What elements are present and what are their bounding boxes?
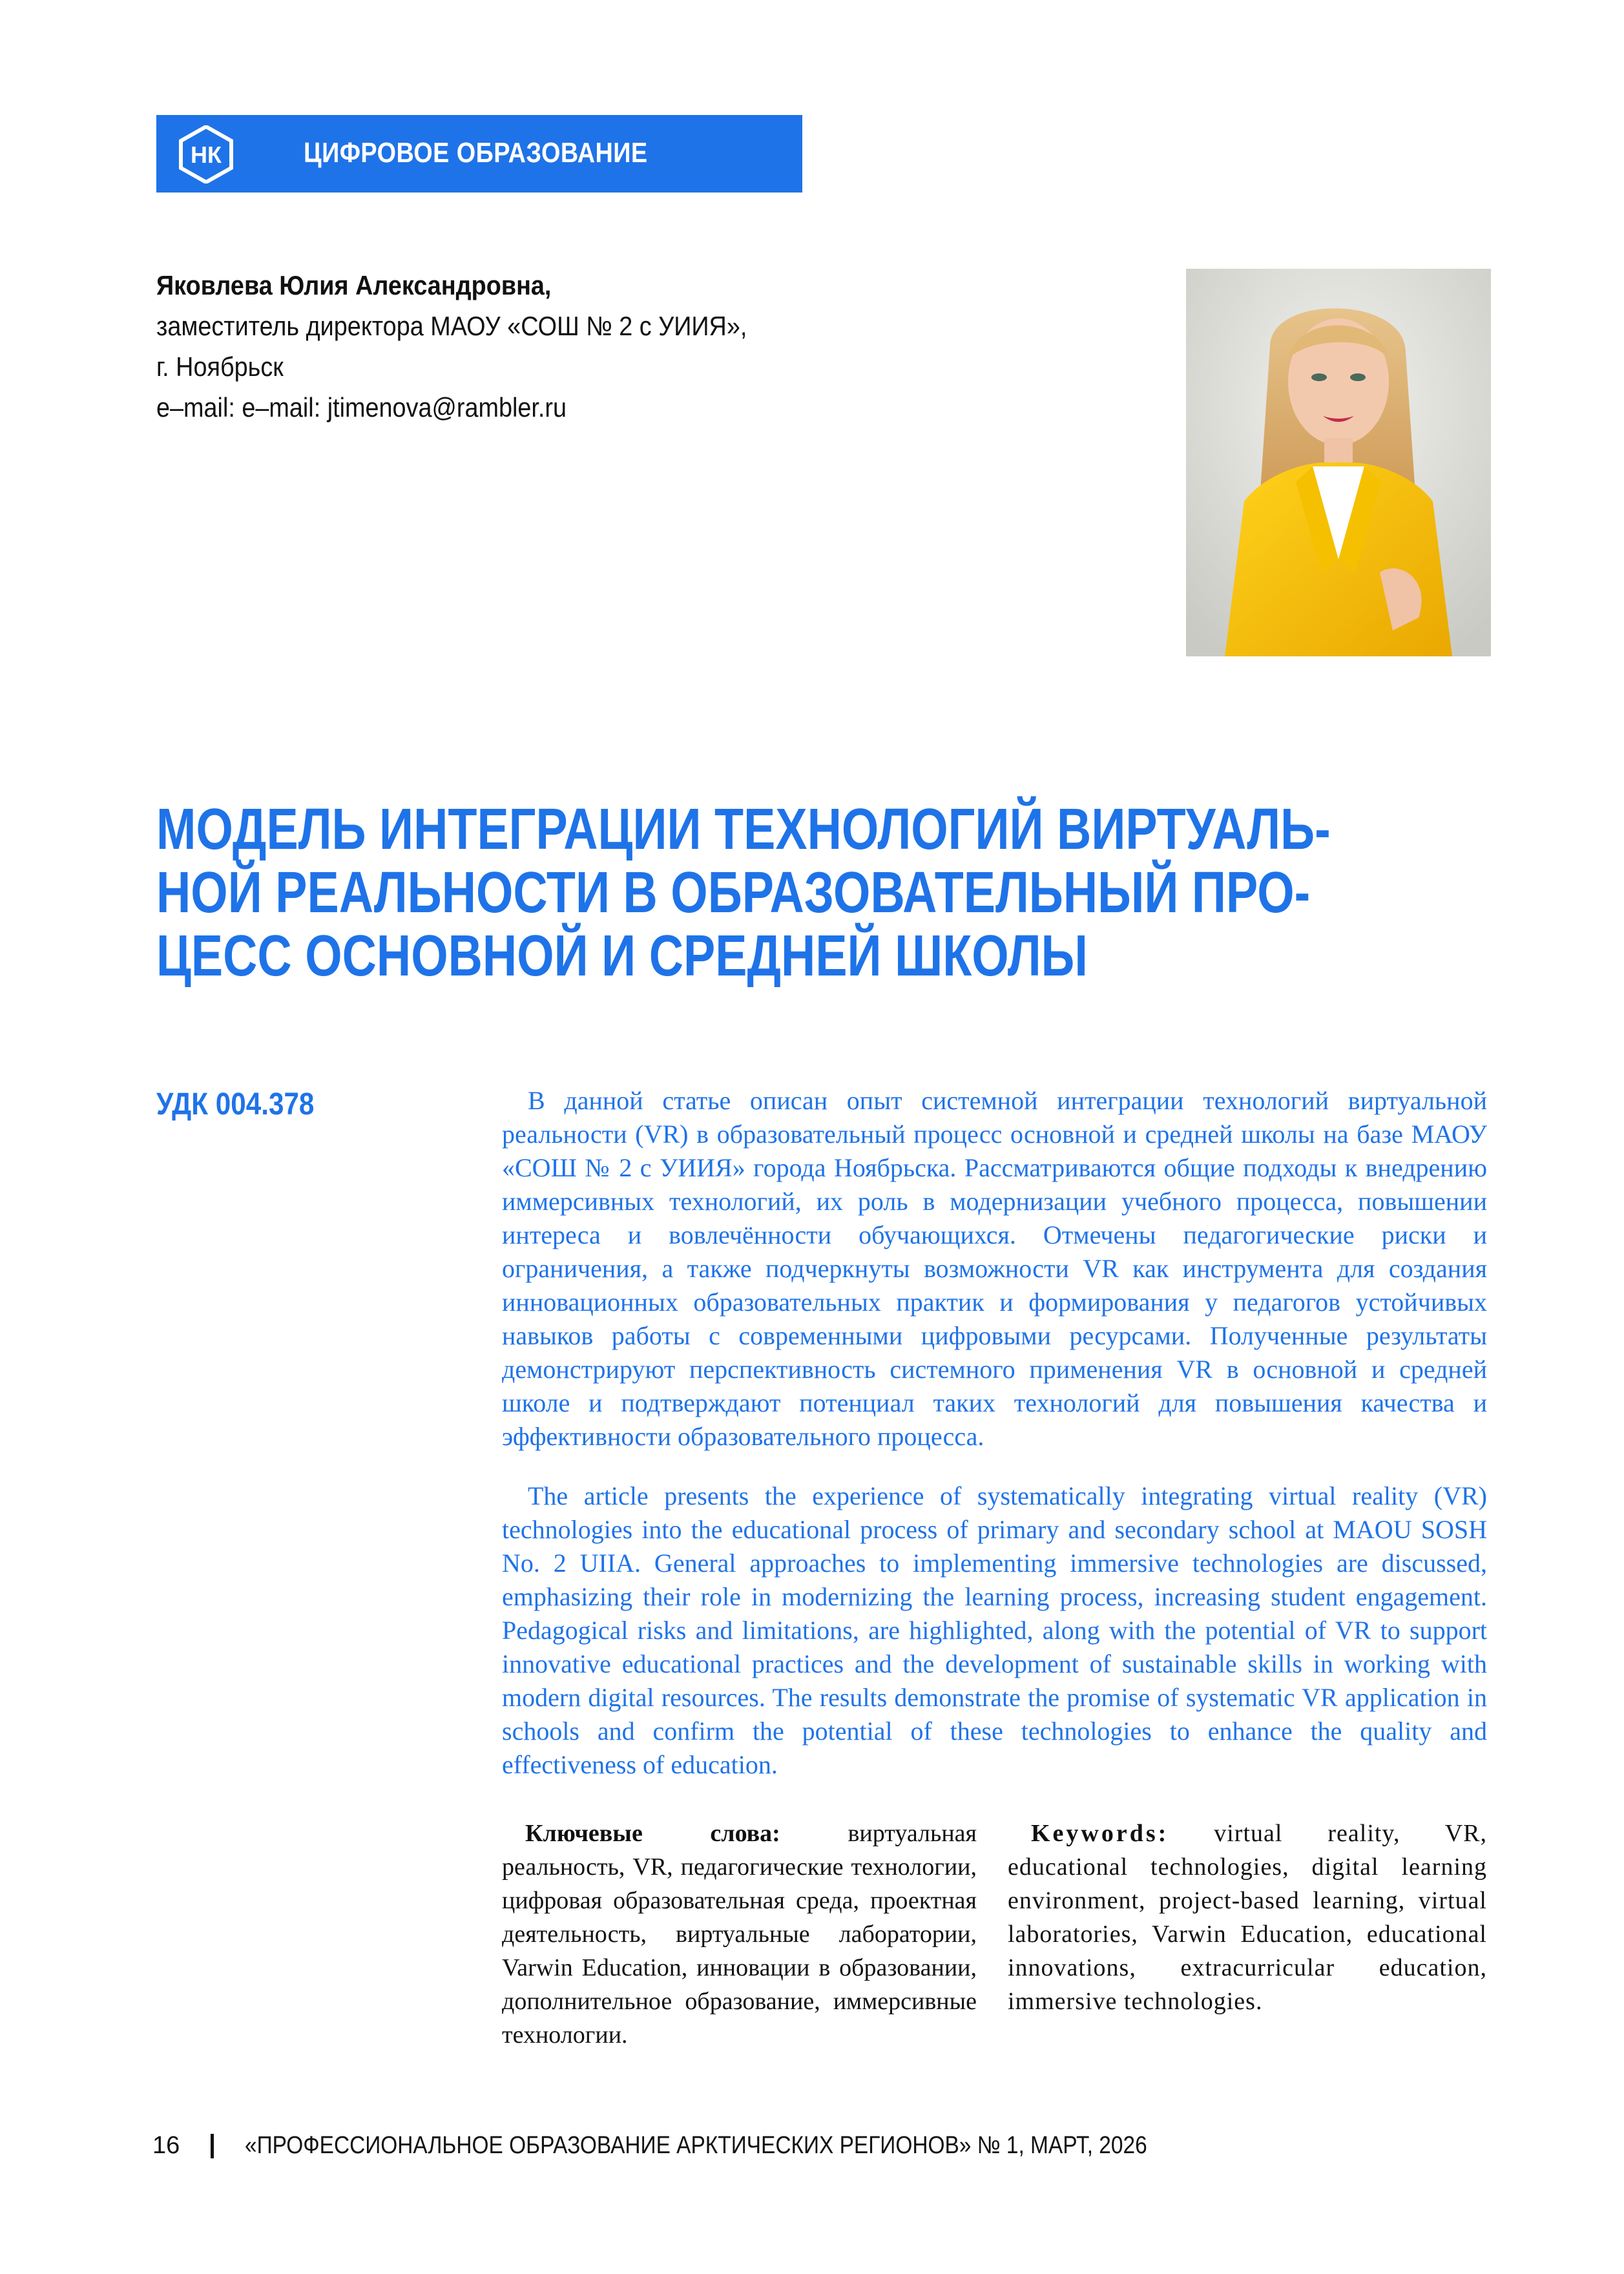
author-city: г. Ноябрьск	[156, 351, 284, 382]
keywords-ru-label: Ключевые слова:	[525, 1820, 780, 1847]
page-number: 16	[152, 2132, 180, 2159]
title-line: МОДЕЛЬ ИНТЕГРАЦИИ ТЕХНОЛОГИЙ ВИРТУАЛЬ-	[156, 797, 1331, 862]
abstract-english: The article presents the experience of systematically integrating virtual reality (VR) technologies into the educational process of primary and secondary school at MAOU SOSH No. 2 UIIA. General approaches to implementing immersive technologies are discussed, emphasizing their role in modernizing the learning process, increasing student engagement. Pedagogical risks and limitations, are highlighted, along with the potential of VR to support innovative educational practices and the development of sustainable skills in working with modern digital resources. The results demonstrate the promise of systematic VR application in schools and confirm the potential of these technologies to enhance the quality and effectiveness of education.	[502, 1481, 1487, 1779]
author-name: Яковлева Юлия Александровна,	[156, 270, 552, 300]
footer-divider	[211, 2134, 214, 2158]
author-block	[156, 265, 1125, 428]
keywords-ru-text: виртуальная реальность, VR, педагогические технологии, цифровая образовательная среда, проектная деятельность, виртуальные лаборатории, Varwin Education, инновации в образовании, дополнительное образование, иммерсивные технологии.	[502, 1820, 977, 2049]
title-line: НОЙ РЕАЛЬНОСТИ В ОБРАЗОВАТЕЛЬНЫЙ ПРО-	[156, 861, 1311, 925]
keywords-russian	[502, 1817, 977, 2052]
logo-text: НК	[191, 141, 222, 168]
udk-code: УДК 004.378	[156, 1087, 315, 1121]
author-photo	[1186, 269, 1491, 656]
abstract-russian: В данной статье описан опыт системной интеграции технологий виртуальной реальности (VR) в образовательный процесс основной и средней школы на базе МАОУ «СОШ № 2 с УИИЯ» города Ноябрьска. Рассматриваются общие подходы к внедрению иммерсивных технологий, их роль в модернизации учебного процесса, повышении интереса и вовлечённости обучающихся. Отмечены педагогические риски и ограничения, а также подчеркнуты возможности VR как инструмента для создания инновационных образовательных практик и формирования у педагогов устойчивых навыков работы с современными цифровыми ресурсами. Полученные результаты демонстрируют перспективность системного применения VR в основной и средней школе и подтверждают потенциал таких технологий для повышения качества и эффективности образовательного процесса.	[502, 1086, 1487, 1451]
keywords-en-label: Keywords:	[1031, 1820, 1169, 1847]
author-email[interactable]: e–mail: e–mail: jtimenova@rambler.ru	[156, 392, 567, 422]
author-position: заместитель директора МАОУ «СОШ № 2 с УИИЯ»,	[156, 311, 747, 341]
article-title	[156, 798, 1513, 988]
keywords-english	[1008, 1817, 1487, 2018]
journal-title: «ПРОФЕССИОНАЛЬНОЕ ОБРАЗОВАНИЕ АРКТИЧЕСКИХ РЕГИОНОВ» № 1, МАРТ, 2026	[245, 2132, 1147, 2159]
title-line: ЦЕСС ОСНОВНОЙ И СРЕДНЕЙ ШКОЛЫ	[156, 924, 1088, 988]
page-footer	[152, 2132, 1270, 2160]
keywords-en-text: virtual reality, VR, educational technologies, digital learning environment, project-based learning, virtual laboratories, Varwin Education, educational innovations, extracurricular education, immersive technologies.	[1008, 1820, 1487, 2015]
journal-logo-icon	[177, 125, 235, 183]
section-label: ЦИФРОВОЕ ОБРАЗОВАНИЕ	[304, 137, 648, 169]
